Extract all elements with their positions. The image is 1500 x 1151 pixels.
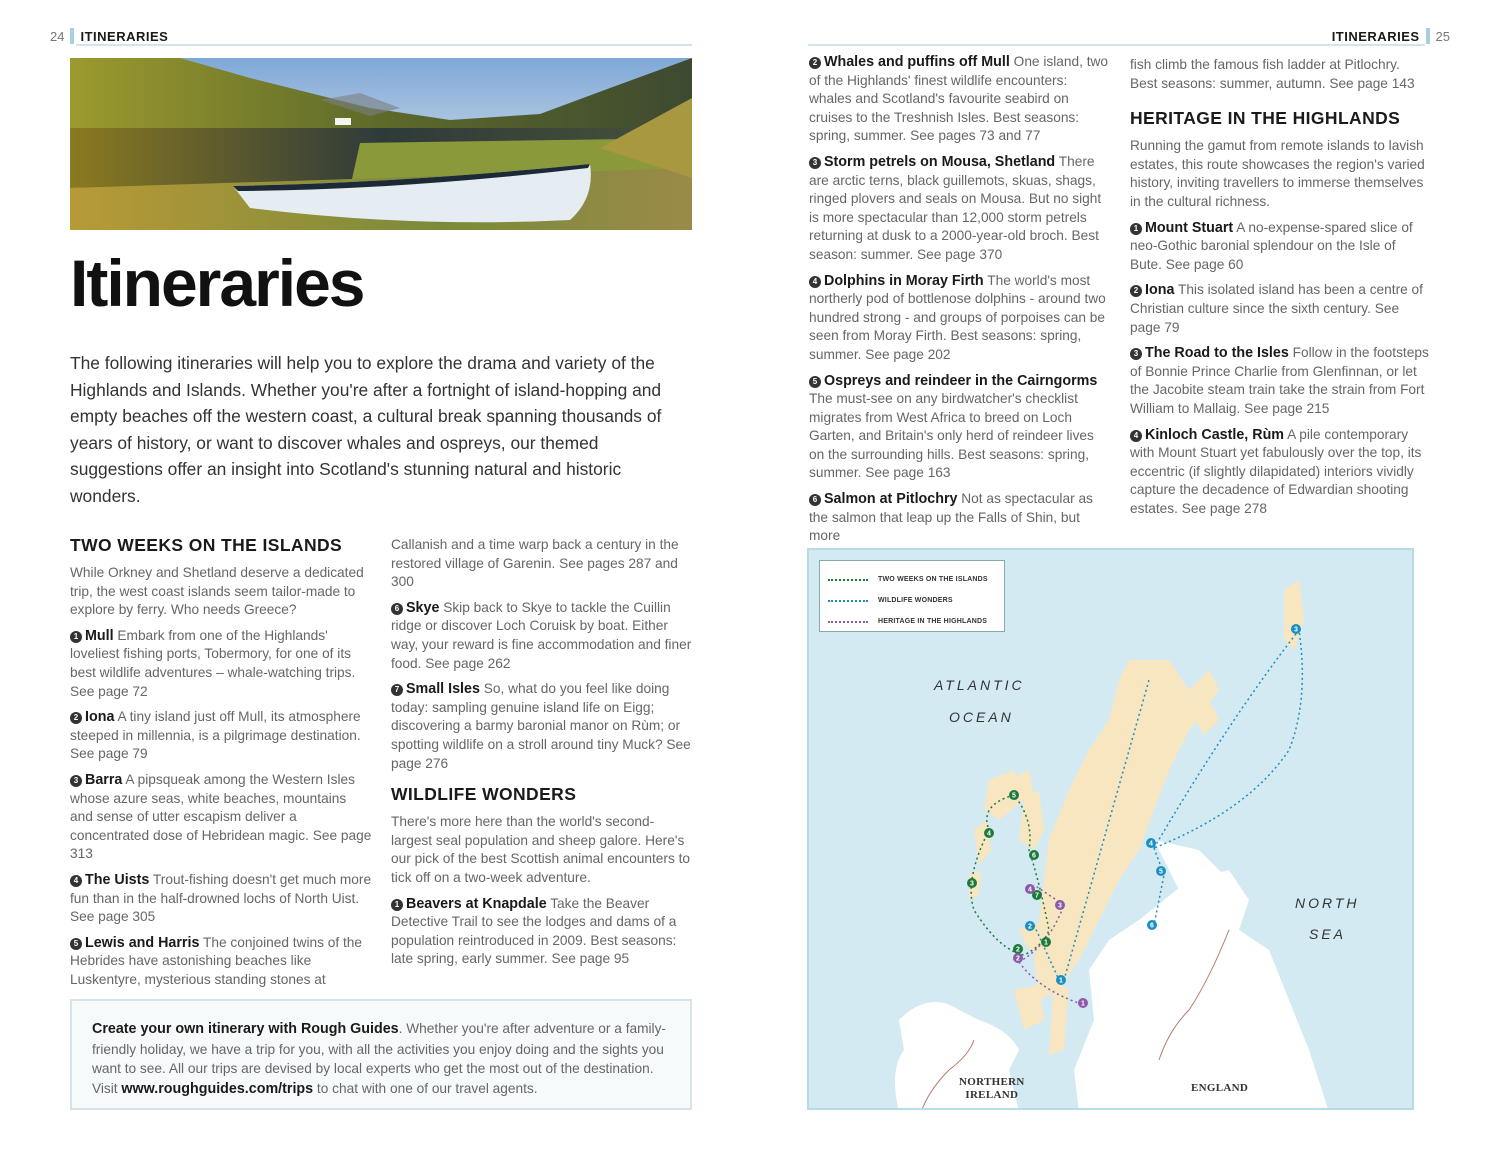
hero-photo [70, 58, 692, 230]
page-number: 24 [50, 28, 65, 44]
running-head-right [1332, 26, 1450, 46]
list-item: 3 Storm petrels on Mousa, Shetland There are arctic terns, black guillemots, skuas, shags, ringed plovers and seals on Mousa. But no sight is more spectacular than 12,000 storm petrels returning at dusk to a 2000-year-old broch. Best season: summer. See page 370 [809, 153, 1102, 262]
legend-item: HERITAGE IN THE HIGHLANDS [828, 611, 996, 632]
number-marker-icon: 2 [809, 57, 821, 69]
list-item: 4 The Uists Trout-fishing doesn't get much more fun than in the half-drowned lochs of North Uist. See page 305 [70, 871, 372, 925]
route-line-icon [828, 621, 868, 623]
legend-item: WILDLIFE WONDERS [828, 590, 996, 611]
rough-guides-callout: Create your own itinerary with Rough Guides. Whether you're after adventure or a family-friendly holiday, we have a trip for you, with all the activities you enjoy doing and the sights you want to see. All our trips are devised by local experts who get the most out of the destination. Visit www.roughguides.com/trips to chat with one of our travel agents. [70, 999, 692, 1110]
number-marker-icon: 7 [391, 684, 403, 696]
number-marker-icon: 1 [391, 899, 403, 911]
list-item: 5 Lewis and Harris The conjoined twins of the Hebrides have astonishing beaches like Luskentyre, mysterious standing stones at [70, 934, 363, 987]
two-weeks-column [70, 534, 372, 996]
list-item: 7 Small Isles So, what do you feel like doing today: sampling genuine island life on Eigg; discovering a barmy baronial manor on Rùm; or spotting wildlife on a stroll around tiny Muck? See page 276 [391, 681, 691, 771]
section-label: ITINERARIES [80, 28, 169, 44]
svg-text:4: 4 [987, 830, 991, 838]
list-item: 4 Dolphins in Moray Firth The world's most northerly pod of bottlenose dolphins - around two hundred strong - and groups of porpoises can be seen from Moray Firth. Best seasons: spring, summer. See page 202 [809, 272, 1106, 362]
section-label: ITINERARIES [1331, 28, 1420, 44]
svg-text:2: 2 [1016, 946, 1020, 954]
svg-text:3: 3 [1058, 902, 1062, 910]
list-item-continued: Callanish and a time warp back a century in the restored village of Garenin. See pages 287 and 300 [391, 537, 679, 590]
header-rule [76, 44, 692, 46]
list-item: 5 Ospreys and reindeer in the Cairngorms The must-see on any birdwatcher's checklist migrates from West Africa to breed on Loch Garten, and Britain's only herd of reindeer lives on the surrounding hills. Best seasons: spring, summer. See page 163 [809, 372, 1098, 481]
number-marker-icon: 3 [70, 775, 82, 787]
number-marker-icon: 5 [809, 376, 821, 388]
number-marker-icon: 4 [70, 875, 82, 887]
list-item: 2 Whales and puffins off Mull One island, two of the Highlands' finest wildlife encounters: whales and Scotland's favourite seabird on cruises to the Treshnish Isles. Best seasons: spring, summer. See pages 73 and 77 [809, 54, 1109, 144]
scotland-map-graphic [809, 550, 1414, 1110]
section-lead: While Orkney and Shetland deserve a dedicated trip, the west coast islands seem tailor-made to explore by ferry. Who needs Greece? [70, 565, 364, 618]
number-marker-icon: 3 [809, 157, 821, 169]
page-title: Itineraries [70, 246, 364, 320]
section-heading-wildlife: WILDLIFE WONDERS [391, 784, 577, 805]
section-lead: There's more here than the world's second-largest seal population and sheep galore. Here's our pick of the best Scottish animal encounters to tick off on a two-week adventure. [391, 814, 691, 885]
itinerary-map [807, 548, 1414, 1110]
list-item: 2 Iona This isolated island has been a centre of Christian culture since the sixth century. See page 79 [1130, 282, 1423, 335]
callout-lead: Create your own itinerary with Rough Guides [92, 1021, 399, 1037]
country-label-england: ENGLAND [1191, 1082, 1249, 1094]
svg-text:3: 3 [1294, 626, 1298, 634]
number-marker-icon: 4 [1130, 430, 1142, 442]
svg-text:7: 7 [1035, 892, 1039, 900]
route-line-icon [828, 579, 868, 581]
section-heading-heritage: HERITAGE IN THE HIGHLANDS [1130, 108, 1401, 129]
sea-label-ocean: OCEAN [949, 709, 1014, 725]
wildlife-column [809, 53, 1109, 553]
two-weeks-column-cont [391, 536, 693, 976]
svg-text:2: 2 [1028, 923, 1032, 931]
list-item: 3 The Road to the Isles Follow in the footsteps of Bonnie Prince Charlie from Glenfinnan, or let the Jacobite steam train take the strain from Fort William to Mallaig. See page 215 [1130, 345, 1429, 416]
svg-text:2: 2 [1016, 955, 1020, 963]
list-item: 1 Beavers at Knapdale Take the Beaver Detective Trail to see the lodges and dams of a population reintroduced in 2009. Best seasons: late spring, early summer. See page 95 [391, 895, 677, 967]
heritage-column [1130, 56, 1430, 525]
head-marker [1426, 28, 1430, 44]
number-marker-icon: 2 [1130, 285, 1142, 297]
trips-link[interactable]: www.roughguides.com/trips [121, 1080, 314, 1097]
number-marker-icon: 1 [1130, 223, 1142, 235]
svg-text:4: 4 [1149, 840, 1153, 848]
number-marker-icon: 1 [70, 631, 82, 643]
number-marker-icon: 3 [1130, 348, 1142, 360]
list-item: 1 Mull Embark from one of the Highlands' loveliest fishing ports, Tobermory, for one of its best wildlife adventures – whale-watching trips. See page 72 [70, 627, 356, 699]
list-item: 2 Iona A tiny island just off Mull, its atmosphere steeped in millennia, is a pilgrimage destination. See page 79 [70, 709, 361, 762]
svg-text:6: 6 [1150, 922, 1154, 930]
svg-text:1: 1 [1059, 977, 1063, 985]
list-item: 3 Barra A pipsqueak among the Western Isles whose azure seas, white beaches, mountains and sense of utter escapism deliver a concentrated dose of Hebridean magic. See page 313 [70, 771, 372, 862]
sea-label-north: NORTH [1295, 895, 1360, 911]
list-item: 6 Salmon at Pitlochry Not as spectacular as the salmon that leap up the Falls of Shin, but more [809, 491, 1093, 544]
svg-text:1: 1 [1044, 939, 1048, 947]
route-line-icon [828, 600, 868, 602]
list-item: 4 Kinloch Castle, Rùm A pile contemporary with Mount Stuart yet fabulously over the top, its eccentric (if slightly dilapidated) interiors vividly capture the decadence of Edwardian shooting estates. See page 278 [1130, 426, 1422, 516]
svg-text:1: 1 [1081, 1000, 1085, 1008]
loch-boat-photo [70, 58, 692, 230]
number-marker-icon: 2 [70, 712, 82, 724]
svg-text:3: 3 [970, 880, 974, 888]
list-item-continued: fish climb the famous fish ladder at Pitlochry. Best seasons: summer, autumn. See page 143 [1130, 57, 1415, 91]
number-marker-icon: 4 [809, 276, 821, 288]
sea-label-sea: SEA [1309, 926, 1347, 942]
svg-text:6: 6 [1032, 852, 1036, 860]
svg-text:4: 4 [1028, 886, 1032, 894]
svg-text:5: 5 [1159, 868, 1163, 876]
number-marker-icon: 5 [70, 938, 82, 950]
legend-item: TWO WEEKS ON THE ISLANDS [828, 569, 996, 590]
country-label-ni: NORTHERN IRELAND [959, 1076, 1025, 1101]
sea-label-atlantic: ATLANTIC [934, 677, 1025, 693]
page-number: 25 [1435, 28, 1450, 44]
intro-paragraph: The following itineraries will help you to explore the drama and variety of the Highlands and Islands. Whether you're after a fortnight of island-hopping and empty beaches off the western coast, a cultural break spanning thousands of years of history, or want to discover whales and ospreys, our themed suggestions offer an insight into Scotland's stunning natural and historic wonders. [70, 353, 662, 506]
running-head-left [50, 26, 168, 46]
number-marker-icon: 6 [391, 603, 403, 615]
list-item: 6 Skye Skip back to Skye to tackle the Cuillin ridge or discover Loch Coruisk by boat. Either way, your reward is fine accommodation and finer food. See page 262 [391, 599, 692, 671]
head-marker [70, 28, 74, 44]
number-marker-icon: 6 [809, 494, 821, 506]
section-lead: Running the gamut from remote islands to lavish estates, this route showcases the region's varied history, inviting travellers to immerse themselves in the cultural richness. [1130, 138, 1425, 209]
section-heading-two-weeks: TWO WEEKS ON THE ISLANDS [70, 535, 343, 555]
map-legend [819, 560, 1005, 632]
svg-text:5: 5 [1012, 792, 1016, 800]
list-item: 1 Mount Stuart A no-expense-spared slice of neo-Gothic baronial splendour on the Isle of Bute. See page 60 [1130, 219, 1413, 272]
